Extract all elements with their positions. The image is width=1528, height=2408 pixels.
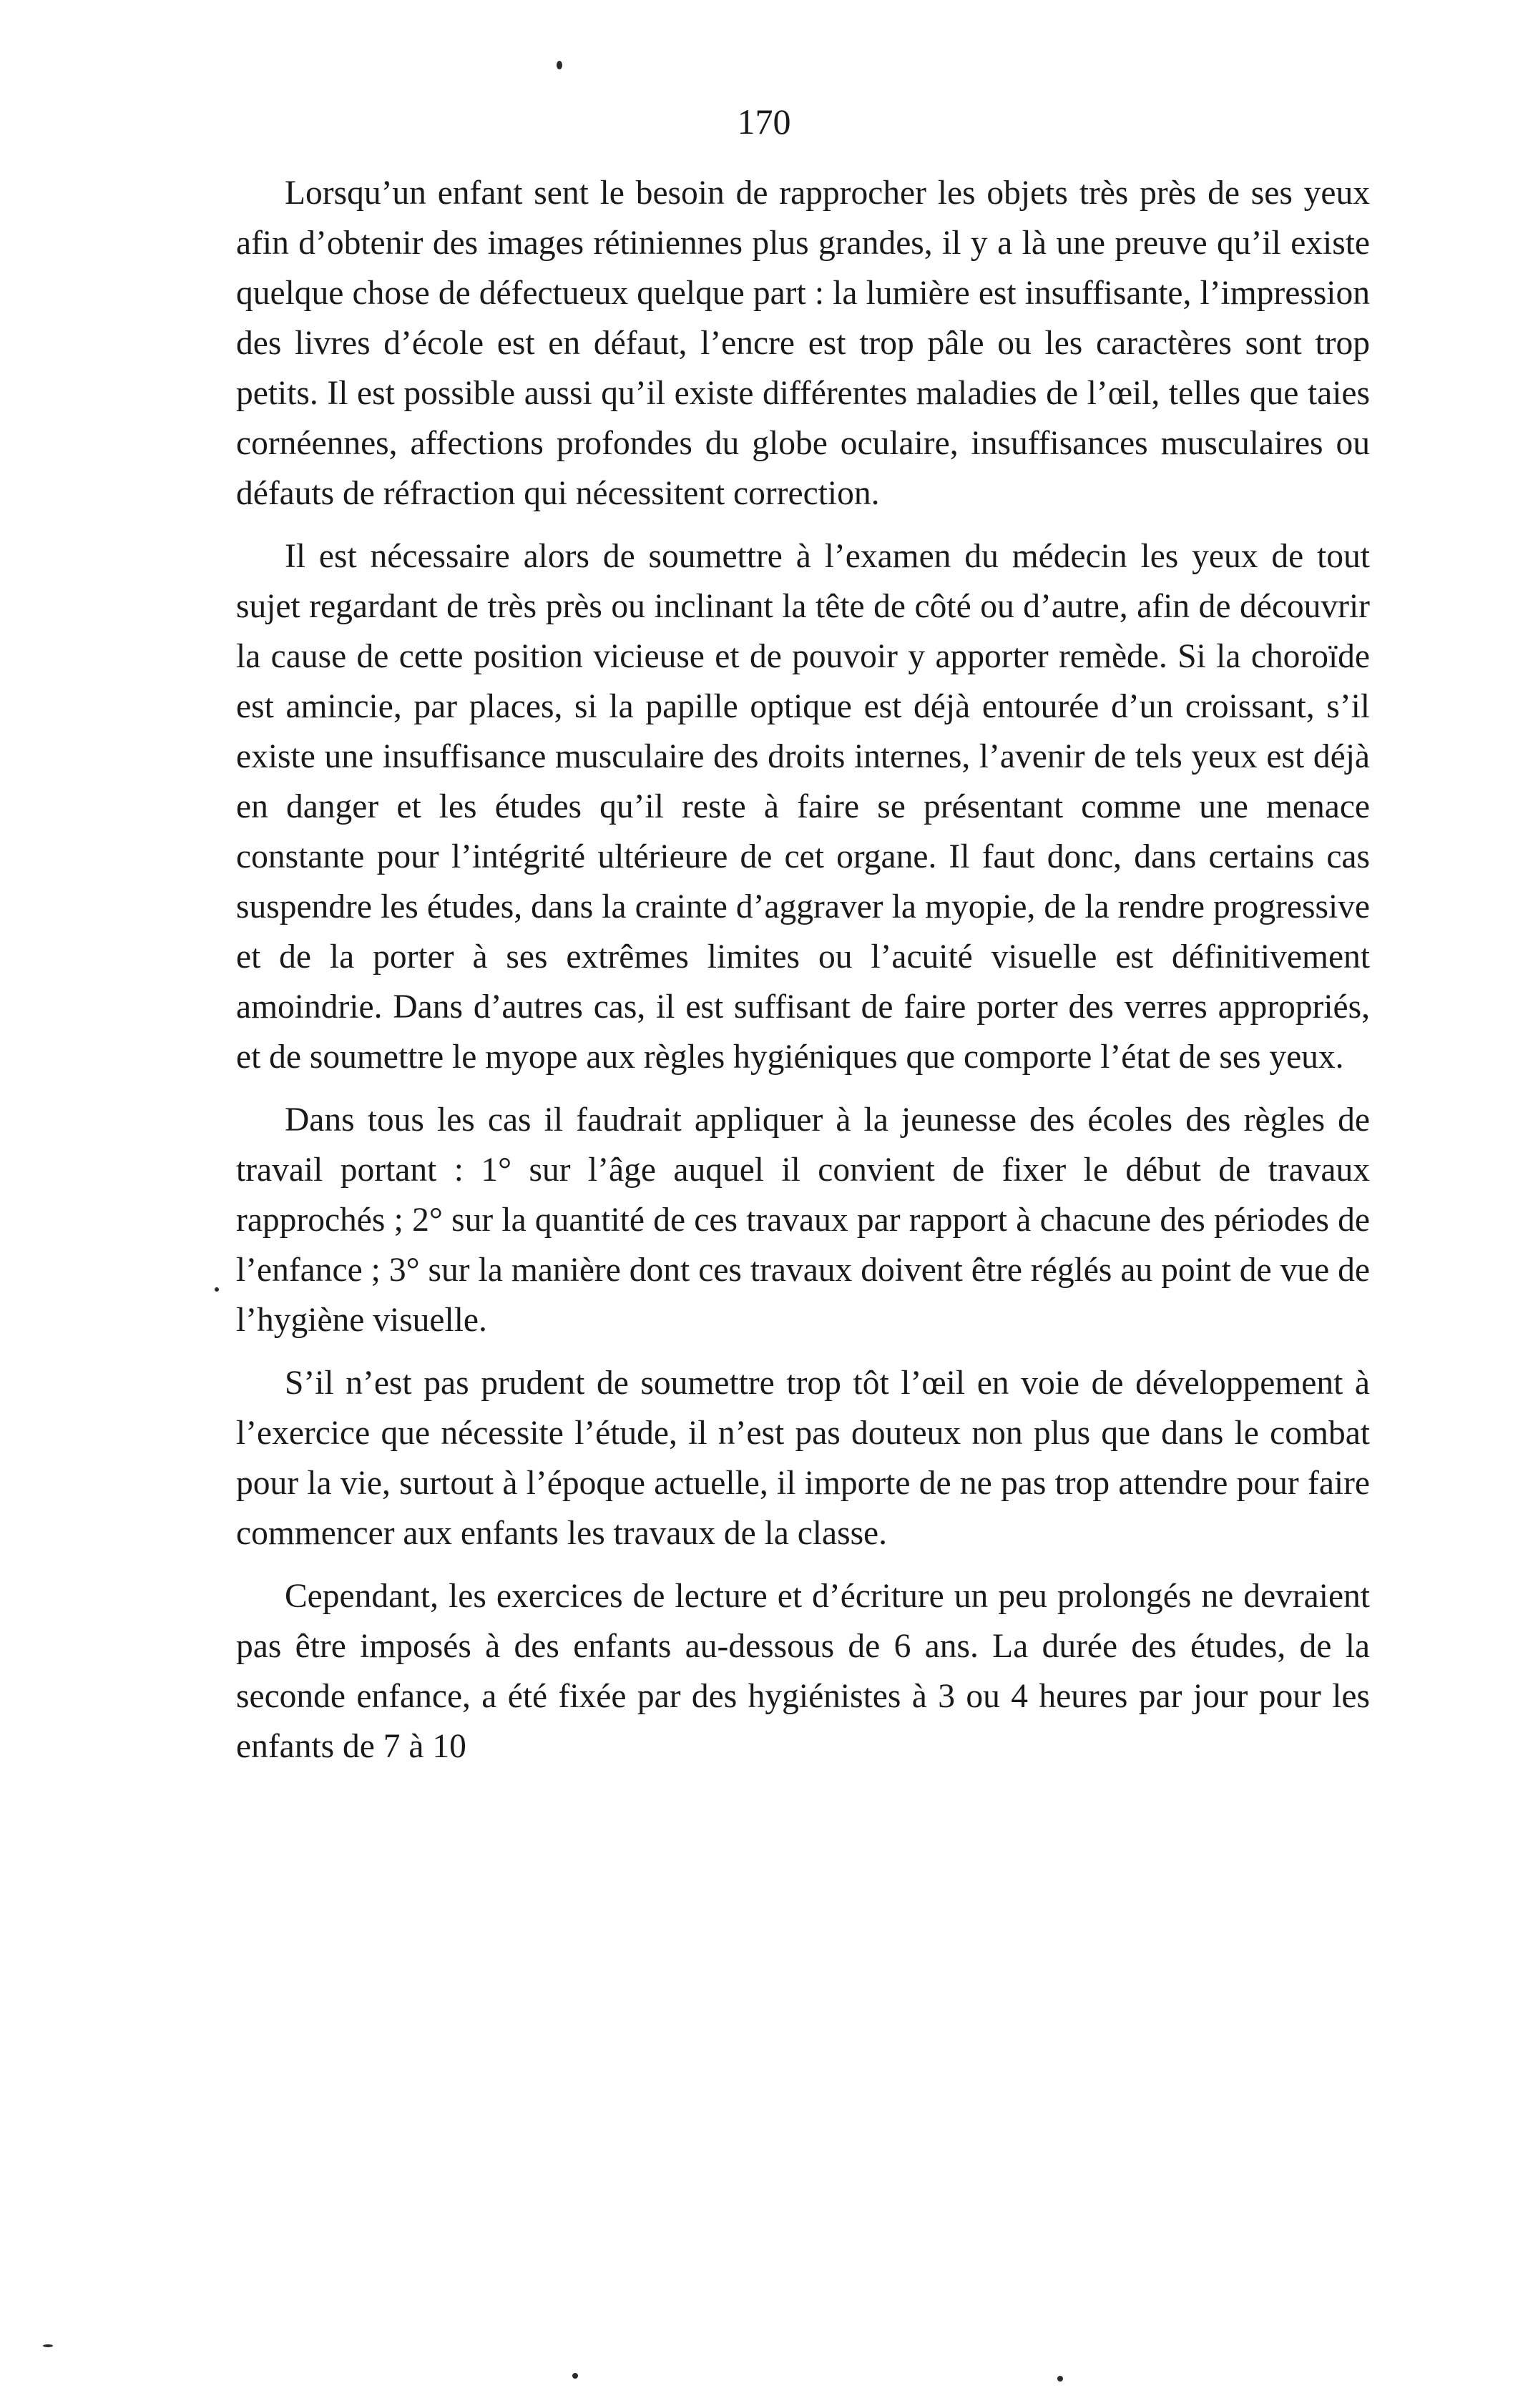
paragraph-5: Cependant, les exercices de lecture et d’écriture un peu prolongés ne devraient pas être imposés à des enfants au-dessous de 6 ans. La durée des études, de la seconde enfance, a été fixée par des hygiénistes à 3 ou 4 heures par jour pour les enfants de 7 à 10 bbox=[236, 1578, 1370, 1765]
paragraph-1: Lorsqu’un enfant sent le besoin de rapprocher les objets très près de ses yeux afin d’obtenir des images rétiniennes plus grandes, il y a là une preuve qu’il existe quelque chose de défectueux quelque part : la lumière est insuffisante, l’impression des livres d’école est en défaut, l’encre est trop pâle ou les caractères sont trop petits. Il est possible aussi qu’il existe différentes maladies de l’œil, telles que taies cornéennes, affections profondes du globe oculaire, insuffisances musculaires ou défauts de réfraction qui nécessitent correction. bbox=[236, 175, 1370, 512]
paragraph-3: Dans tous les cas il faudrait appliquer à la jeunesse des écoles des règles de travail portant : 1° sur l’âge auquel il convient de fixer le début de travaux rapprochés ; 2° sur la quantité de ces travaux par rapport à chacune des périodes de l’enfance ; 3° sur la manière dont ces travaux doivent être réglés au point de vue de l’hygiène visuelle. bbox=[236, 1101, 1370, 1339]
paragraph-2: Il est nécessaire alors de soumettre à l’examen du médecin les yeux de tout sujet regardant de très près ou inclinant la tête de côté ou d’autre, afin de découvrir la cause de cette position vicieuse et de pouvoir y apporter remède. Si la choroïde est amincie, par places, si la papille optique est déjà entourée d’un croissant, s’il existe une insuffisance musculaire des droits internes, l’avenir de tels yeux est déjà en danger et les études qu’il reste à faire se présentant comme une menace constante pour l’intégrité ultérieure de cet organe. Il faut donc, dans certains cas suspendre les études, dans la crainte d’aggraver la myopie, de la rendre progressive et de la porter à ses extrêmes limites ou l’acuité visuelle est définitivement amoindrie. Dans d’autres cas, il est suffisant de faire porter des verres appropriés, et de soumettre le myope aux règles hygiéniques que comporte l’état de ses yeux. bbox=[236, 538, 1370, 1076]
body-text bbox=[236, 168, 1370, 1784]
ink-speck-top bbox=[557, 61, 562, 69]
ink-speck-bottom-left bbox=[43, 2344, 53, 2347]
ink-speck-bottom-right bbox=[1057, 2376, 1063, 2382]
ink-speck-bottom-center bbox=[572, 2373, 578, 2379]
page-number: 170 bbox=[737, 102, 791, 142]
paragraph-4: S’il n’est pas prudent de soumettre trop tôt l’œil en voie de développement à l’exercice que nécessite l’étude, il n’est pas douteux non plus que dans le combat pour la vie, surtout à l’époque actuelle, il importe de ne pas trop attendre pour faire commencer aux enfants les travaux de la classe. bbox=[236, 1365, 1370, 1552]
ink-speck-margin bbox=[215, 1287, 219, 1292]
